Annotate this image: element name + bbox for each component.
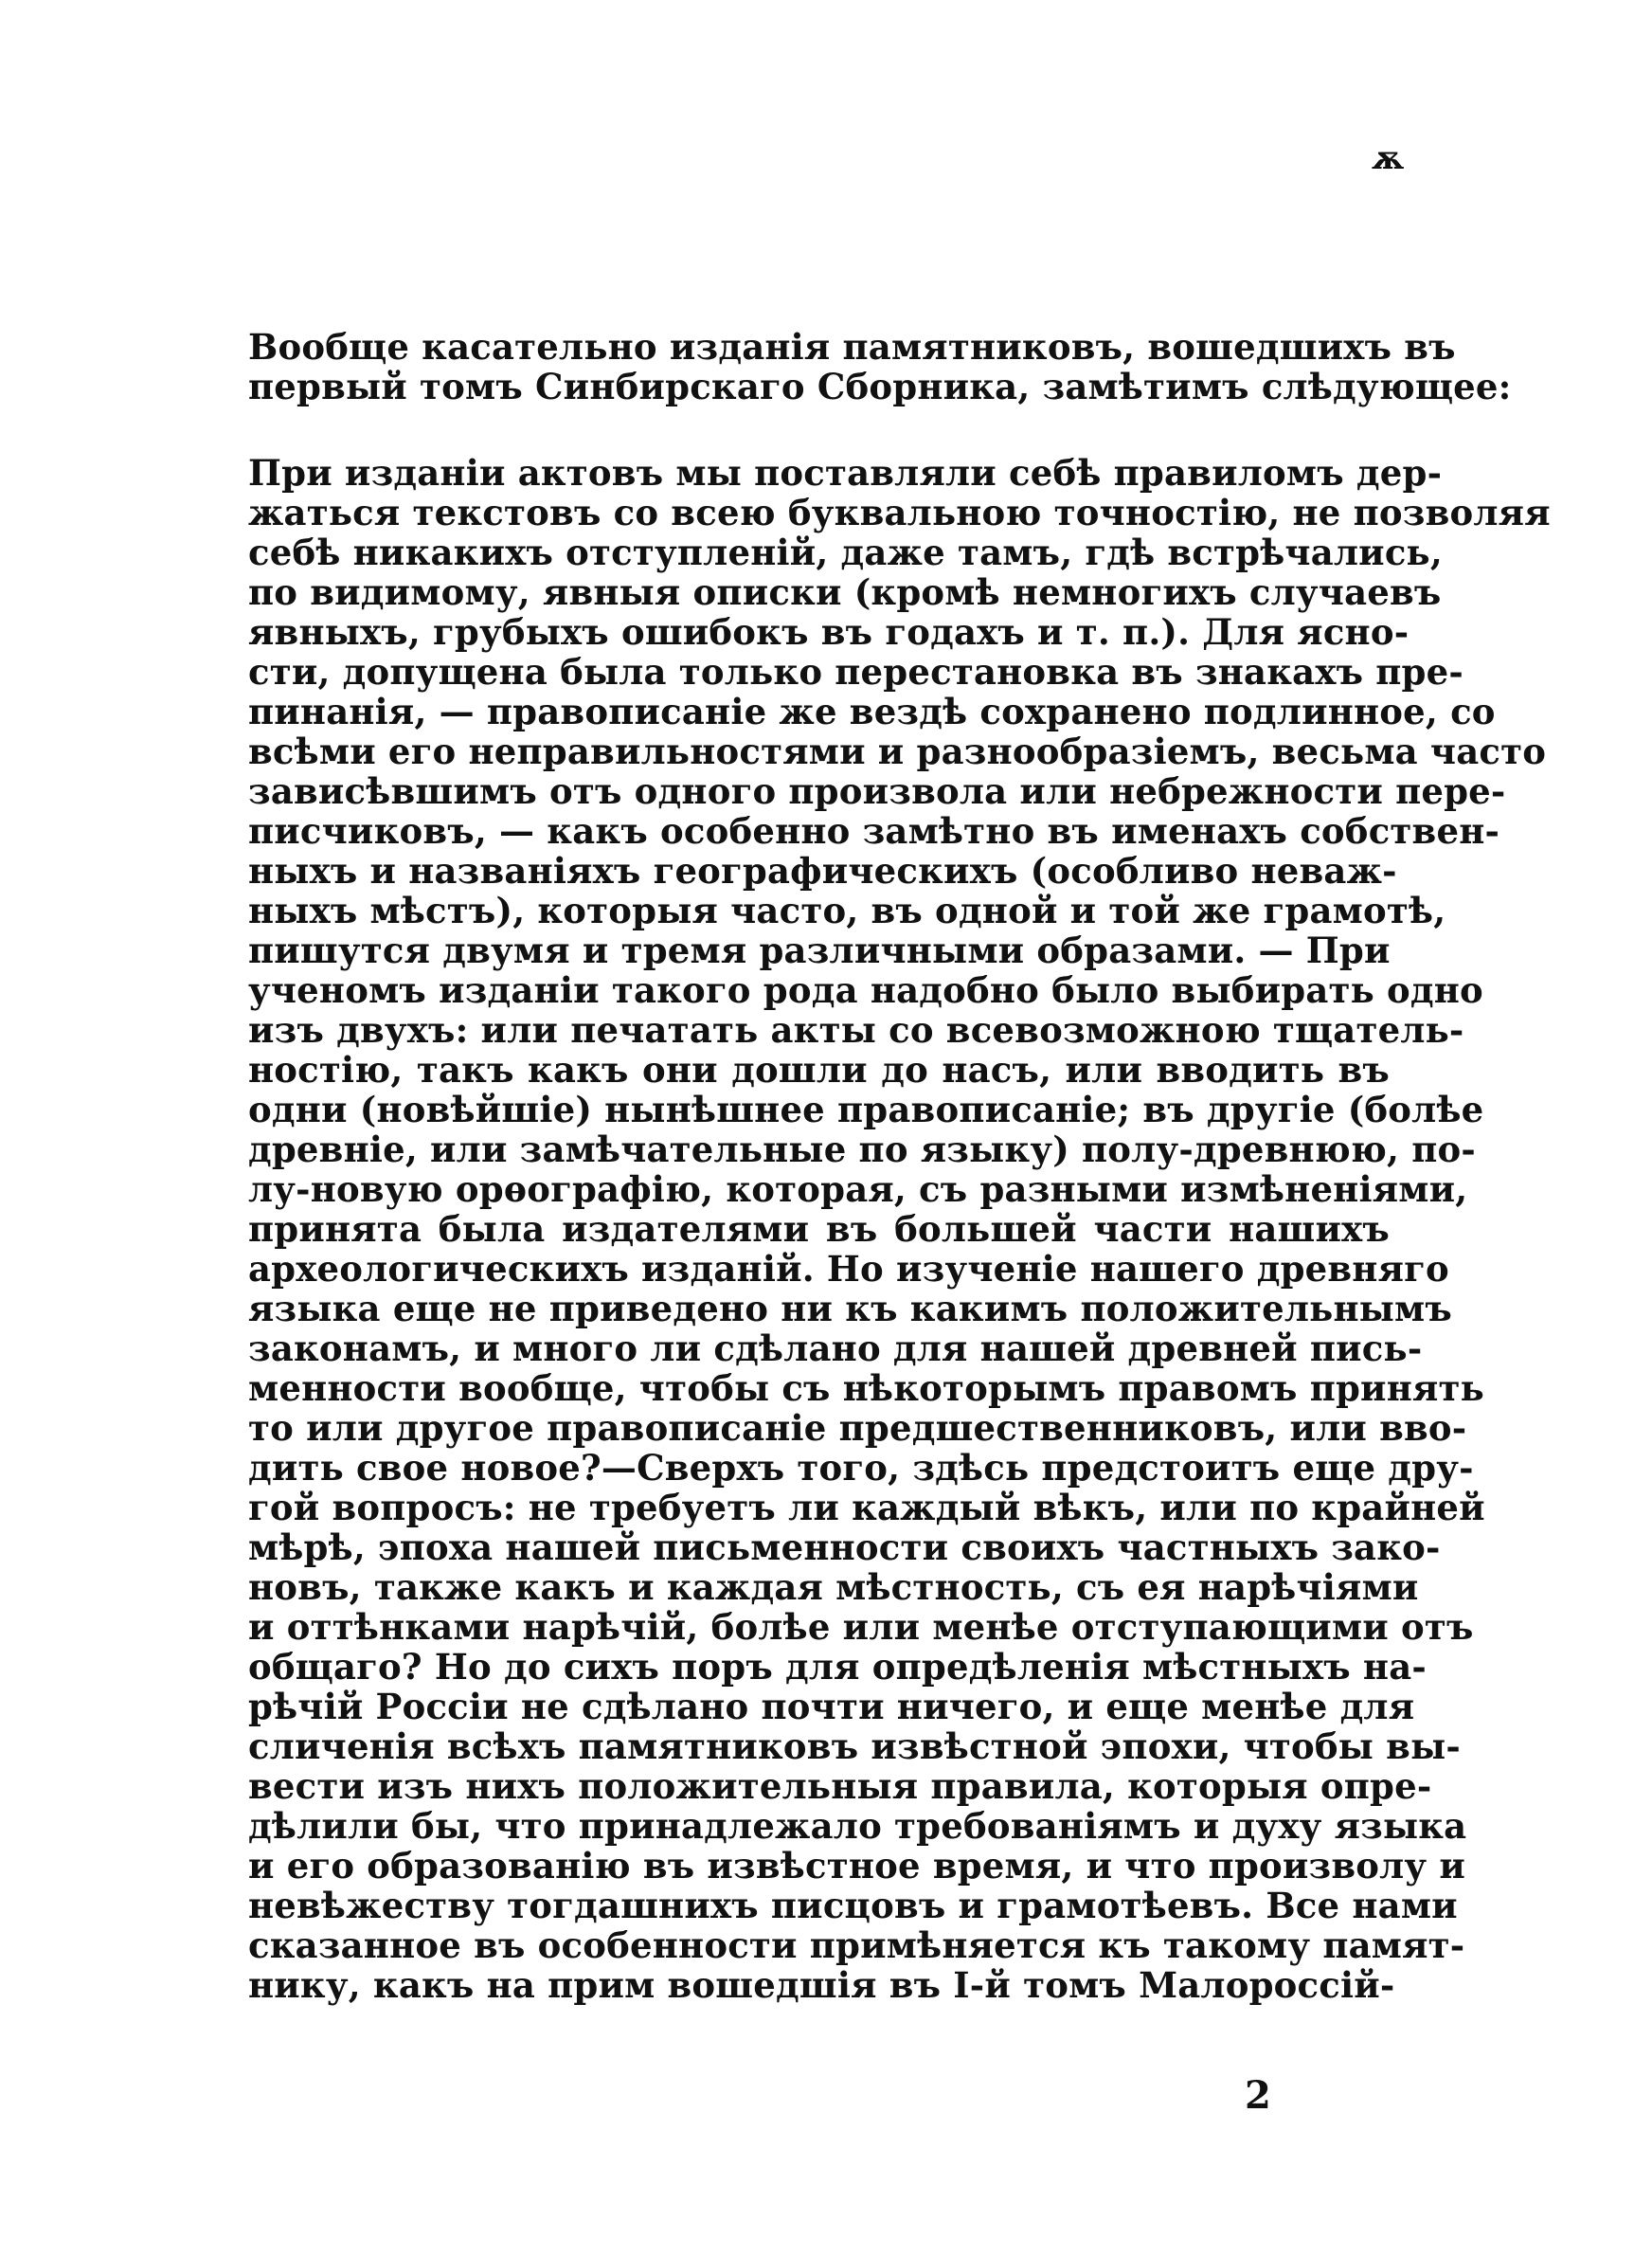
body-line: сличенія всѣхъ памятниковъ извѣстной эпохи, чтобы вы- <box>248 1725 1461 1767</box>
body-line: невѣжеству тогдашнихъ писцовъ и грамотѣевъ. Все нами <box>248 1885 1458 1926</box>
body-line: дѣлили бы, что принадлежало требованіямъ и духу языка <box>248 1805 1467 1847</box>
body-line: лу-новую орѳографію, которая, съ разными измѣненіями, <box>248 1168 1468 1210</box>
body-line: менности вообще, чтобы съ нѣкоторымъ правомъ принять <box>248 1367 1484 1409</box>
body-line: новъ, также какъ и каждая мѣстность, съ ея нарѣчіями <box>248 1566 1419 1608</box>
body-line: одни (новѣйшіе) нынѣшнее правописаніе; въ другіе (болѣе <box>248 1089 1484 1130</box>
body-line: ученомъ изданіи такого рода надобно было выбирать одно <box>248 969 1483 1011</box>
body-line: по видимому, явныя описки (кромѣ немногихъ случаевъ <box>248 571 1442 613</box>
body-line: себѣ никакихъ отступленій, даже тамъ, гдѣ встрѣчались, <box>248 532 1443 573</box>
body-line: ностію, такъ какъ они дошли до насъ, или вводить въ <box>248 1049 1390 1091</box>
body-line: археологическихъ изданій. Но изученіе нашего древняго <box>248 1248 1449 1290</box>
intro-line: Вообще касательно изданія памятниковъ, вошедшихъ въ <box>248 326 1456 368</box>
body-line: ныхъ и названіяхъ географическихъ (особливо неваж- <box>248 850 1397 892</box>
body-line: ныхъ мѣстъ), которыя часто, въ одной и той же грамотѣ, <box>248 890 1446 931</box>
body-line: жаться текстовъ со всею буквальною точностію, не позволяя <box>248 492 1551 533</box>
intro-paragraph <box>248 326 1512 407</box>
page-ornament-mark: ѫ <box>1372 139 1405 177</box>
body-line: вести изъ нихъ положительныя правила, которыя опре- <box>248 1765 1432 1807</box>
body-line: и его образованію въ извѣстное время, и что произволу и <box>248 1845 1466 1887</box>
body-line: гой вопросъ: не требуетъ ли каждый вѣкъ, или по крайней <box>248 1487 1485 1528</box>
body-line: общаго? Но до сихъ поръ для опредѣленія мѣстныхъ на- <box>248 1646 1427 1688</box>
body-line: пинанія, — правописаніе же вездѣ сохранено подлинное, со <box>248 691 1496 732</box>
body-paragraph <box>248 452 1551 2006</box>
body-line: явныхъ, грубыхъ ошибокъ въ годахъ и т. п.). Для ясно- <box>248 611 1410 653</box>
body-line: нику, какъ на прим вошедшія въ І-й томъ Малороссій- <box>248 1964 1395 2006</box>
body-line: то или другое правописаніе предшественниковъ, или вво- <box>248 1407 1467 1449</box>
body-line: При изданіи актовъ мы поставляли себѣ правиломъ дер- <box>248 452 1443 494</box>
body-line: законамъ, и много ли сдѣлано для нашей древней пись- <box>248 1327 1423 1369</box>
body-line: принята была издателями въ большей части нашихъ <box>248 1208 1390 1250</box>
page-number: 2 <box>1245 2073 1271 2118</box>
intro-line: первый томъ Синбирскаго Сборника, замѣтимъ слѣдующее: <box>248 366 1512 407</box>
body-line: и оттѣнками нарѣчій, болѣе или менѣе отступающими отъ <box>248 1606 1474 1648</box>
body-line: дить свое новое?—Сверхъ того, здѣсь предстоитъ еще дру- <box>248 1447 1474 1489</box>
body-line: пишутся двумя и тремя различными образами. — При <box>248 930 1391 971</box>
body-line: изъ двухъ: или печатать акты со всевозможною тщатель- <box>248 1009 1464 1051</box>
body-line: писчиковъ, — какъ особенно замѣтно въ именахъ собствен- <box>248 810 1500 852</box>
body-line: сказанное въ особенности примѣняется къ такому памят- <box>248 1924 1465 1966</box>
body-line: мѣрѣ, эпоха нашей письменности своихъ частныхъ зако- <box>248 1526 1441 1568</box>
body-line: сти, допущена была только перестановка въ знакахъ пре- <box>248 651 1463 693</box>
body-line: древніе, или замѣчательные по языку) полу-древнюю, по- <box>248 1128 1476 1170</box>
body-line: зависѣвшимъ отъ одного произвола или небрежности пере- <box>248 770 1506 812</box>
body-line: всѣми его неправильностями и разнообразіемъ, весьма часто <box>248 731 1547 772</box>
body-line: рѣчій Россіи не сдѣлано почти ничего, и еще менѣе для <box>248 1686 1415 1727</box>
body-line: языка еще не приведено ни къ какимъ положительнымъ <box>248 1288 1452 1329</box>
